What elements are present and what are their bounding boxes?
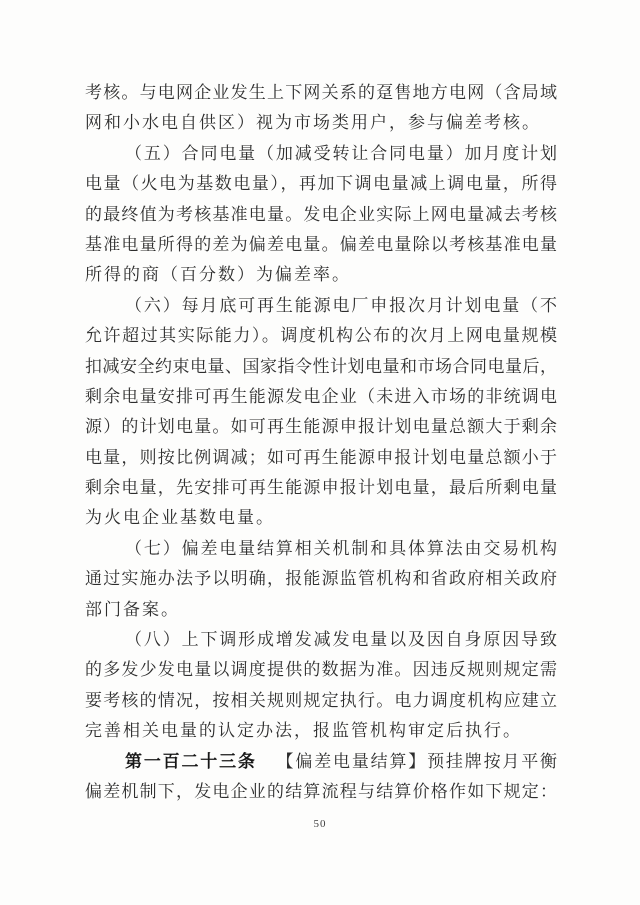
body-line: 部门备案。 <box>85 599 180 619</box>
article-title: 【偏差电量结算】 <box>274 751 428 771</box>
body-line: 剩余电量安排可再生能源发电企业（未进入市场的非统调电 <box>85 386 557 406</box>
body-line: 的最终值为考核基准电量。发电企业实际上网电量减去考核 <box>85 204 557 224</box>
text-block <box>85 78 557 807</box>
body-line: 允许超过其实际能力）。调度机构公布的次月上网电量规模 <box>85 326 557 346</box>
page-number: 50 <box>313 818 327 830</box>
body-line: 电量，则按比例调减；如可再生能源申报计划电量总额小于 <box>85 447 557 467</box>
article-heading-line <box>85 747 557 777</box>
body-line: 电量（火电为基数电量），再加下调电量减上调电量，所得 <box>85 174 557 194</box>
body-line: 要考核的情况，按相关规则规定执行。电力调度机构应建立 <box>85 690 557 710</box>
body-line: 所得的商（百分数）为偏差率。 <box>85 265 351 285</box>
body-line: 偏差机制下，发电企业的结算流程与结算价格作如下规定： <box>85 781 557 801</box>
body-line: 为火电企业基数电量。 <box>85 508 275 528</box>
body-line: （六）每月底可再生能源电厂申报次月计划电量（不 <box>125 295 557 315</box>
body-line: 完善相关电量的认定办法，报监管机构审定后执行。 <box>85 721 522 741</box>
body-line: 源）的计划电量。如可再生能源申报计划电量总额大于剩余 <box>85 417 557 437</box>
article-number: 第一百二十三条 <box>125 751 257 771</box>
body-line: （八）上下调形成增发减发电量以及因自身原因导致 <box>125 630 557 650</box>
body-line: 通过实施办法予以明确，报能源监管机构和省政府相关政府 <box>85 569 557 589</box>
body-line: 网和小水电自供区）视为市场类用户，参与偏差考核。 <box>85 113 541 133</box>
body-line: 剩余电量，先安排可再生能源申报计划电量，最后所剩电量 <box>85 478 557 498</box>
body-line: 基准电量所得的差为偏差电量。偏差电量除以考核基准电量 <box>85 234 557 254</box>
body-line: （七）偏差电量结算相关机制和具体算法由交易机构 <box>125 538 557 558</box>
body-line: 考核。与电网企业发生上下网关系的趸售地方电网（含局域 <box>85 83 557 102</box>
body-line: 扣减安全约束电量、国家指令性计划电量和市场合同电量后， <box>85 356 557 376</box>
body-line: （五）合同电量（加减受转让合同电量）加月度计划 <box>125 143 557 163</box>
article-tail: 预挂牌按月平衡 <box>427 751 558 771</box>
body-line: 的多发少发电量以调度提供的数据为准。因违反规则规定需 <box>85 660 557 680</box>
